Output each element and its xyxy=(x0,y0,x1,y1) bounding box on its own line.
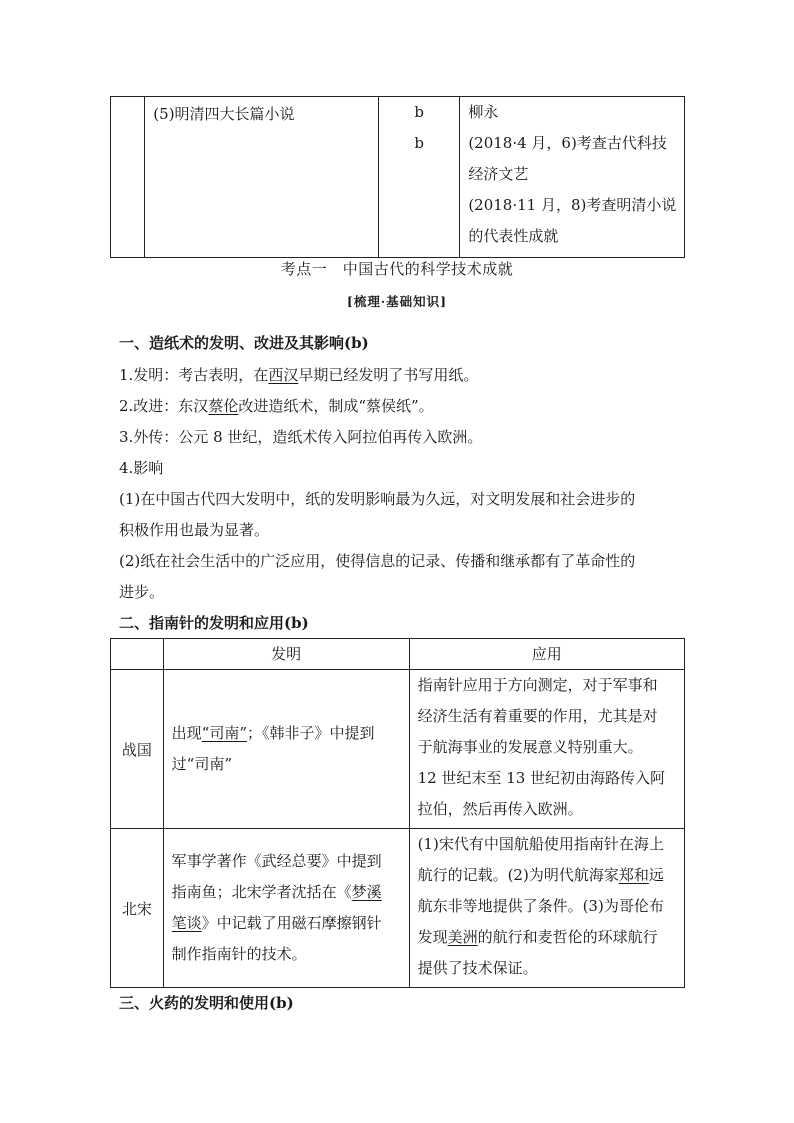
text-line xyxy=(172,908,403,939)
paper-influence-1-line2: 积极作用也最为显著。 xyxy=(119,521,270,539)
text-line: 制作指南针的技术。 xyxy=(171,945,307,963)
underlined-term: 美洲 xyxy=(447,928,478,946)
text-line: 于航海事业的发展意义特别重大。 xyxy=(417,738,643,756)
table-header-row xyxy=(111,639,685,670)
table-header-empty xyxy=(111,639,164,670)
application-cell xyxy=(409,670,684,829)
gunpowder-heading: 三、火药的发明和使用(b) xyxy=(119,994,294,1012)
underlined-term: 笔谈 xyxy=(171,914,202,932)
note-line: 柳永 xyxy=(468,103,499,121)
paper-improvement xyxy=(119,395,689,416)
exam-notes-cell xyxy=(460,97,685,258)
paper-heading: 一、造纸术的发明、改进及其影响(b) xyxy=(119,334,369,352)
note-line: (2018·11 月，8)考查明清小说 xyxy=(468,196,677,214)
invention-cell xyxy=(163,670,409,829)
text-span: 出现 xyxy=(171,724,202,742)
requirement-cell xyxy=(378,97,459,258)
compass-heading: 二、指南针的发明和应用(b) xyxy=(119,614,309,632)
paper-invention xyxy=(119,364,689,385)
application-cell xyxy=(409,829,684,988)
text-line: 提供了技术保证。 xyxy=(417,959,538,977)
text-span: 发现 xyxy=(417,928,448,946)
text-line xyxy=(418,922,678,953)
invention-cell xyxy=(163,829,409,988)
underlined-term: 蔡伦 xyxy=(208,397,239,415)
underlined-term: “司南” xyxy=(201,724,248,742)
table-header-application: 应用 xyxy=(409,639,684,670)
requirement-level: b xyxy=(414,103,424,121)
table-header-invention: 发明 xyxy=(163,639,409,670)
text-line xyxy=(172,877,403,908)
text-line: 军事学著作《武经总要》中提到 xyxy=(171,852,382,870)
text-line: 航东非等地提供了条件。(3)为哥伦布 xyxy=(417,897,664,915)
text-line xyxy=(418,860,678,891)
table-row xyxy=(111,670,685,829)
text-line xyxy=(172,718,403,749)
underlined-term: 郑和 xyxy=(618,866,649,884)
table-row xyxy=(111,97,685,258)
paper-influence-title: 4.影响 xyxy=(119,459,164,477)
text-span: 》中记载了用磁石摩擦钢针 xyxy=(201,914,382,932)
paper-influence-2-line2: 进步。 xyxy=(119,583,165,601)
text-line: 经济生活有着重要的作用，尤其是对 xyxy=(417,707,658,725)
text-line: 指南针应用于方向测定，对于军事和 xyxy=(417,676,658,694)
text-line: 过“司南” xyxy=(171,755,232,773)
text-span: 航行的记载。(2)为明代航海家 xyxy=(417,866,619,884)
text-span: 的航行和麦哲伦的环球航行 xyxy=(477,928,658,946)
text-span: 指南鱼；北宋学者沈括在《 xyxy=(171,883,352,901)
curriculum-table xyxy=(110,96,685,258)
compass-table xyxy=(110,638,685,988)
table-cell-empty xyxy=(111,97,145,258)
text-span: ；《韩非子》中提到 xyxy=(247,724,375,742)
section-title: 考点一 中国古代的科学技术成就 xyxy=(280,260,514,278)
sub-title: [梳理·基础知识] xyxy=(346,294,448,309)
text-span: 改进造纸术，制成“蔡侯纸”。 xyxy=(238,397,434,415)
underlined-term: 西汉 xyxy=(268,366,299,384)
era-cell: 北宋 xyxy=(111,829,164,988)
topic-cell: (5)明清四大长篇小说 xyxy=(145,97,379,258)
text-line: 12 世纪末至 13 世纪初由海路传入阿 xyxy=(417,769,666,787)
note-line: 的代表性成就 xyxy=(468,227,559,245)
era-cell: 战国 xyxy=(111,670,164,829)
text-span: 2.改进：东汉 xyxy=(119,397,209,415)
text-line: 拉伯，然后再传入欧洲。 xyxy=(417,800,583,818)
paper-influence-2-line1: (2)纸在社会生活中的广泛应用，使得信息的记录、传播和继承都有了革命性的 xyxy=(119,552,636,570)
note-line: 经济文艺 xyxy=(468,165,529,183)
text-span: 1.发明：考古表明，在 xyxy=(119,366,269,384)
table-row xyxy=(111,829,685,988)
text-span: 早期已经发明了书写用纸。 xyxy=(298,366,479,384)
paper-influence-1-line1: (1)在中国古代四大发明中，纸的发明影响最为久远，对文明发展和社会进步的 xyxy=(119,490,636,508)
paper-spread: 3.外传：公元 8 世纪，造纸术传入阿拉伯再传入欧洲。 xyxy=(119,428,483,446)
requirement-level: b xyxy=(414,134,424,152)
text-line: (1)宋代有中国航船使用指南针在海上 xyxy=(417,835,664,853)
underlined-term: 梦溪 xyxy=(351,883,382,901)
note-line: (2018·4 月，6)考查古代科技 xyxy=(468,134,667,152)
text-span: 远 xyxy=(648,866,664,884)
